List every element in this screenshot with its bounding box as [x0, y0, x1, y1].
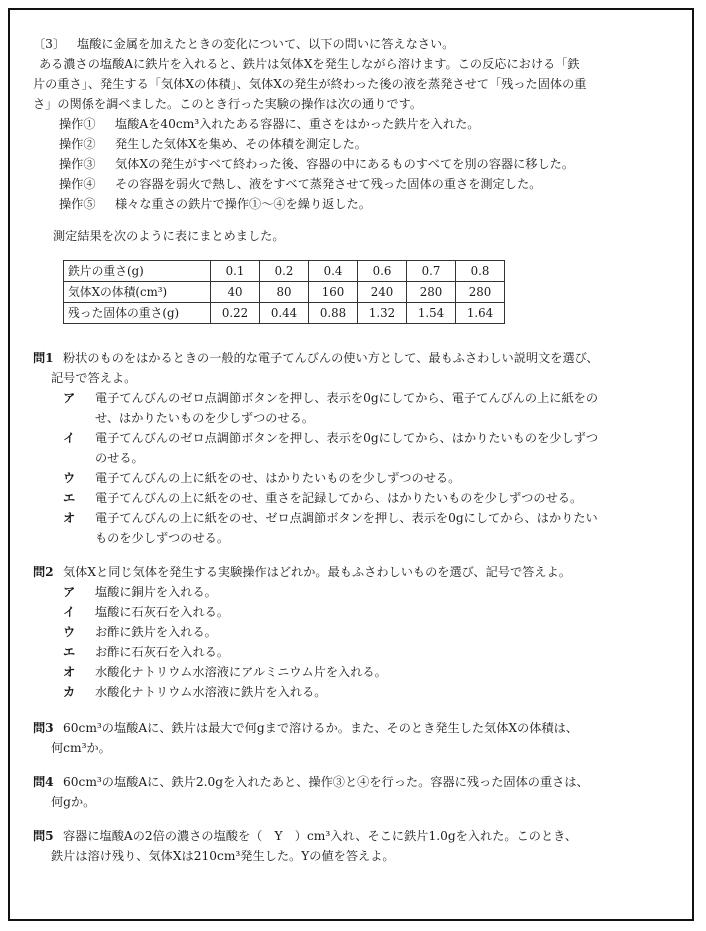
- row-header: 鉄片の重さ(g): [64, 261, 211, 282]
- choice-o: [33, 508, 673, 548]
- question-line: [33, 772, 673, 792]
- choice-key: イ: [63, 605, 76, 619]
- choice-text: お酢に鉄片を入れる。: [95, 625, 217, 639]
- question-number: 問3: [33, 721, 54, 735]
- question-number: 問2: [33, 565, 54, 579]
- choice-key: イ: [63, 431, 76, 445]
- choice-key: オ: [63, 511, 76, 525]
- choice-key: ウ: [63, 471, 76, 485]
- question-number: 問5: [33, 829, 54, 843]
- operation-text: 塩酸Aを40cm³入れたある容器に、重さをはかった鉄片を入れた。: [115, 117, 480, 131]
- question-text: 容器に塩酸Aの2倍の濃さの塩酸を（ Y ）cm³入れ、そこに鉄片1.0gを入れた。このとき、: [63, 829, 578, 843]
- table-intro: 測定結果を次のように表にまとめました。: [53, 229, 285, 243]
- choice-u: [33, 468, 673, 488]
- question-text: 60cm³の塩酸Aに、鉄片は最大で何gまで溶けるか。また、そのとき発生した気体Xの体積は、: [63, 721, 578, 735]
- choice-text: 電子てんびんの上に紙をのせ、はかりたいものを少しずつのせる。: [95, 471, 461, 485]
- operation-text: その容器を弱火で熱し、液をすべて蒸発させて残った固体の重さを測定した。: [115, 177, 542, 191]
- table-cell: 1.54: [407, 303, 456, 324]
- choice-text: ものを少しずつのせる。: [95, 531, 230, 545]
- intro-line: さ」の関係を調べました。このとき行った実験の操作は次の通りです。: [33, 97, 423, 111]
- table-cell: 0.6: [358, 261, 407, 282]
- row-header: 気体Xの体積(cm³): [64, 282, 211, 303]
- operation-text: 発生した気体Xを集め、その体積を測定した。: [115, 137, 367, 151]
- choice-key: カ: [63, 685, 76, 699]
- question-number: 問4: [33, 775, 54, 789]
- table-cell: 1.64: [456, 303, 505, 324]
- table-row: [64, 282, 505, 303]
- question-line: [33, 562, 673, 582]
- question-text-cont: 記号で答えよ。: [51, 371, 137, 385]
- row-header: 残った固体の重さ(g): [64, 303, 211, 324]
- choice-text: せ、はかりたいものを少しずつのせる。: [95, 411, 315, 425]
- operation-label: 操作③: [59, 157, 96, 171]
- question-text: 気体Xと同じ気体を発生する実験操作はどれか。最もふさわしいものを選び、記号で答えよ。: [63, 565, 571, 579]
- question-text-cont: 何cm³か。: [51, 741, 111, 755]
- choice-key: オ: [63, 665, 76, 679]
- choice-text: 電子てんびんのゼロ点調節ボタンを押し、表示を0gにしてから、はかりたいものを少しずつ: [95, 431, 599, 445]
- table-cell: 280: [456, 282, 505, 303]
- operation-2: [33, 134, 673, 154]
- choice-text: 電子てんびんのゼロ点調節ボタンを押し、表示を0gにしてから、電子てんびんの上に紙をの: [95, 391, 599, 405]
- choice-key: エ: [63, 645, 76, 659]
- choice-ka: [33, 682, 673, 702]
- question-5: [33, 826, 673, 866]
- intro-line: ある濃さの塩酸Aに鉄片を入れると、鉄片は気体Xを発生しながら溶けます。この反応における「鉄: [39, 57, 580, 71]
- question-2: [33, 562, 673, 702]
- table-row: [64, 261, 505, 282]
- choice-text: 水酸化ナトリウム水溶液にアルミニウム片を入れる。: [95, 665, 387, 679]
- choice-a: [33, 582, 673, 602]
- table-cell: 0.88: [309, 303, 358, 324]
- question-text-cont: 何gか。: [51, 795, 96, 809]
- table-cell: 0.44: [260, 303, 309, 324]
- question-text: 粉状のものをはかるときの一般的な電子てんびんの使い方として、最もふさわしい説明文を選び、: [63, 351, 599, 365]
- operation-text: 気体Xの発生がすべて終わった後、容器の中にあるものすべてを別の容器に移した。: [115, 157, 575, 171]
- choice-key: エ: [63, 491, 76, 505]
- table-cell: 0.22: [211, 303, 260, 324]
- choice-key: ア: [63, 585, 76, 599]
- choice-e: [33, 642, 673, 662]
- intro-line: 片の重さ」、発生する「気体Xの体積」、気体Xの発生が終わった後の液を蒸発させて「残った固体の重: [33, 77, 587, 91]
- choice-i: [33, 602, 673, 622]
- choice-text: 塩酸に石灰石を入れる。: [95, 605, 230, 619]
- question-3: [33, 718, 673, 758]
- question-line: [33, 826, 673, 846]
- question-line: [33, 718, 673, 738]
- exam-page: [33, 34, 673, 866]
- table-cell: 240: [358, 282, 407, 303]
- choice-a: [33, 388, 673, 428]
- choice-text: 電子てんびんの上に紙をのせ、ゼロ点調節ボタンを押し、表示を0gにしてから、はかりたい: [95, 511, 598, 525]
- choice-text: お酢に石灰石を入れる。: [95, 645, 230, 659]
- choice-text: 塩酸に銅片を入れる。: [95, 585, 217, 599]
- operation-label: 操作①: [59, 117, 96, 131]
- question-number: 問1: [33, 351, 54, 365]
- section-label: 〔3〕: [33, 37, 66, 51]
- intro-title-line: [33, 34, 673, 54]
- intro-title: 塩酸に金属を加えたときの変化について、以下の問いに答えなさい。: [77, 37, 455, 51]
- table-cell: 40: [211, 282, 260, 303]
- operation-3: [33, 154, 673, 174]
- operation-text: 様々な重さの鉄片で操作①～④を繰り返した。: [115, 197, 371, 211]
- results-table: [63, 260, 505, 324]
- table-cell: 0.7: [407, 261, 456, 282]
- operation-4: [33, 174, 673, 194]
- choice-text: 水酸化ナトリウム水溶液に鉄片を入れる。: [95, 685, 327, 699]
- choice-key: ア: [63, 391, 76, 405]
- operation-label: 操作④: [59, 177, 96, 191]
- table-cell: 0.1: [211, 261, 260, 282]
- choice-key: ウ: [63, 625, 76, 639]
- choice-text: のせる。: [95, 451, 144, 465]
- question-1: [33, 348, 673, 548]
- question-text: 60cm³の塩酸Aに、鉄片2.0gを入れたあと、操作③と④を行った。容器に残った固体の重さは、: [63, 775, 589, 789]
- choice-text: 電子てんびんの上に紙をのせ、重さを記録してから、はかりたいものを少しずつのせる。: [95, 491, 583, 505]
- operation-5: [33, 194, 673, 214]
- question-text-cont: 鉄片は溶け残り、気体Xは210cm³発生した。Yの値を答えよ。: [51, 849, 395, 863]
- choice-u: [33, 622, 673, 642]
- table-cell: 160: [309, 282, 358, 303]
- question-line: [33, 348, 673, 368]
- operation-label: 操作⑤: [59, 197, 96, 211]
- table-cell: 280: [407, 282, 456, 303]
- question-4: [33, 772, 673, 812]
- table-row: [64, 303, 505, 324]
- choice-e: [33, 488, 673, 508]
- table-cell: 0.4: [309, 261, 358, 282]
- choice-o: [33, 662, 673, 682]
- choice-i: [33, 428, 673, 468]
- table-cell: 1.32: [358, 303, 407, 324]
- table-cell: 80: [260, 282, 309, 303]
- table-cell: 0.8: [456, 261, 505, 282]
- operation-label: 操作②: [59, 137, 96, 151]
- table-cell: 0.2: [260, 261, 309, 282]
- operation-1: [33, 114, 673, 134]
